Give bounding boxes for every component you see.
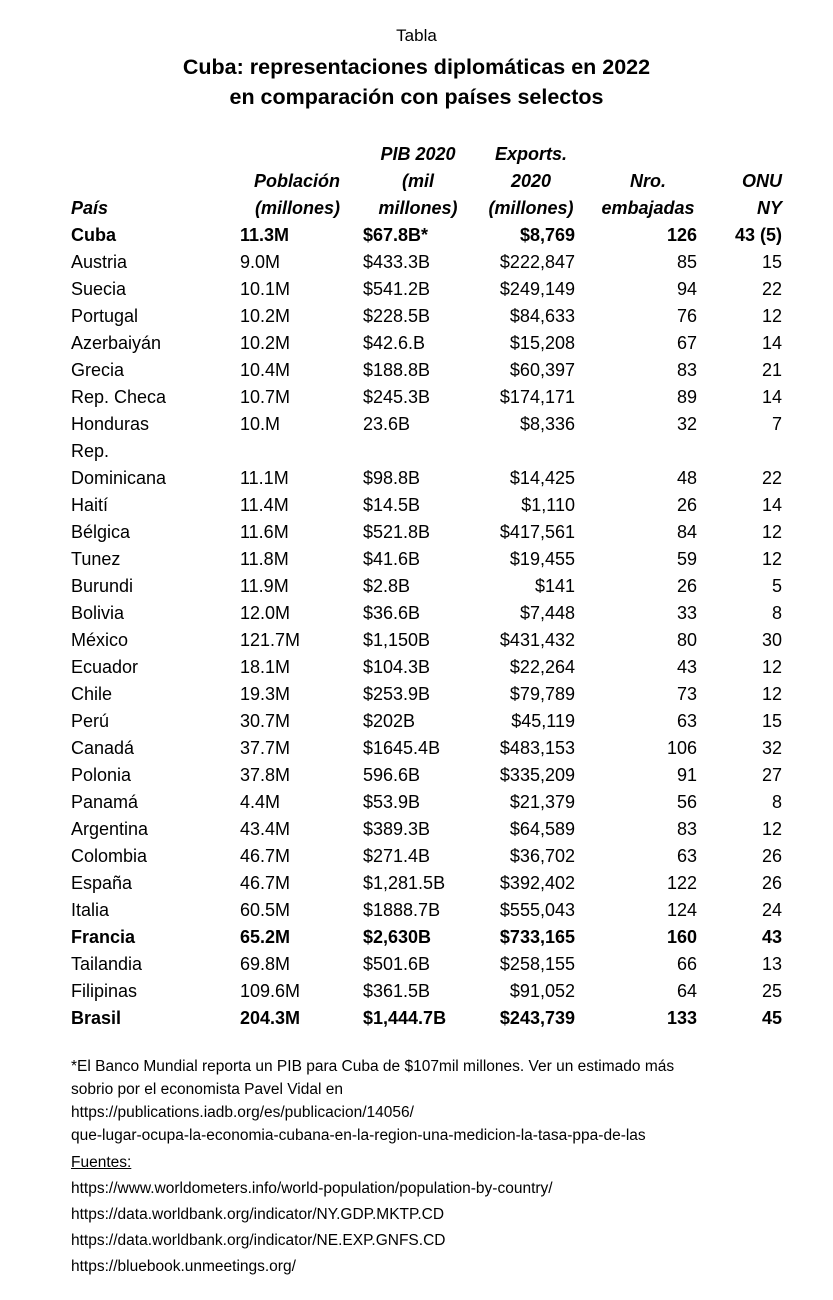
- exports-cell: $392,402: [499, 873, 575, 893]
- country-cell: Azerbaiyán: [71, 333, 162, 353]
- onu-cell: 8: [771, 603, 782, 623]
- table-row: [0, 843, 833, 870]
- gdp-cell: $433.3B: [363, 252, 431, 272]
- footnote-link[interactable]: que-lugar-ocupa-la-economia-cubana-en-la-region-una-medicion-la-tasa-ppa-de-las: [71, 1127, 646, 1144]
- table-row: [0, 357, 833, 384]
- onu-cell: 27: [761, 765, 782, 785]
- table-row: [0, 897, 833, 924]
- gdp-cell: $188.8B: [363, 360, 431, 380]
- population-cell: 11.9M: [240, 576, 289, 596]
- population-cell: 10.2M: [240, 333, 291, 353]
- country-cell: Suecia: [71, 279, 127, 299]
- population-cell: 10.M: [240, 414, 281, 434]
- country-cell: Grecia: [71, 360, 125, 380]
- onu-cell: 14: [761, 333, 782, 353]
- table-row: [0, 600, 833, 627]
- gdp-cell: $228.5B: [363, 306, 431, 326]
- country-cell: Tailandia: [71, 954, 143, 974]
- country-cell: Burundi: [71, 576, 134, 596]
- table-row: [0, 222, 833, 249]
- embassies-cell: 80: [676, 630, 697, 650]
- table-row: [0, 303, 833, 330]
- table-row: [0, 411, 833, 438]
- exports-cell: $222,847: [499, 252, 575, 272]
- table-kicker: Tabla: [396, 26, 437, 45]
- onu-cell: 12: [761, 657, 782, 677]
- source-link[interactable]: https://data.worldbank.org/indicator/NE.EXP.GNFS.CD: [71, 1232, 446, 1249]
- population-cell: 10.7M: [240, 387, 291, 407]
- onu-cell: 24: [761, 900, 782, 920]
- gdp-cell: $1,281.5B: [363, 873, 446, 893]
- onu-cell: 14: [761, 387, 782, 407]
- header-gdp: [370, 141, 466, 222]
- header-embassies-line: embajadas: [601, 198, 695, 218]
- country-cell: Perú: [71, 711, 110, 731]
- header-embassies: [592, 168, 704, 222]
- exports-cell: $258,155: [499, 954, 575, 974]
- footnote-link[interactable]: https://publications.iadb.org/es/publicacion/14056/: [71, 1104, 414, 1121]
- header-gdp-line: (mil: [401, 171, 434, 191]
- header-exports-line: Exports.: [494, 144, 568, 164]
- exports-cell: $417,561: [499, 522, 575, 542]
- table-row: [0, 978, 833, 1005]
- exports-cell: $19,455: [509, 549, 575, 569]
- onu-cell: 15: [761, 252, 782, 272]
- onu-cell: 12: [761, 549, 782, 569]
- table-row: [0, 573, 833, 600]
- exports-cell: $243,739: [499, 1008, 575, 1028]
- source-link[interactable]: https://bluebook.unmeetings.org/: [71, 1258, 296, 1275]
- exports-cell: $60,397: [509, 360, 575, 380]
- onu-cell: 7: [771, 414, 782, 434]
- population-cell: 11.1M: [240, 468, 289, 488]
- country-cell: Italia: [71, 900, 110, 920]
- country-cell: Cuba: [71, 225, 116, 245]
- header-gdp-line: PIB 2020: [380, 144, 456, 164]
- onu-cell: 45: [761, 1008, 782, 1028]
- embassies-cell: 59: [676, 549, 697, 569]
- country-cell: Panamá: [71, 792, 139, 812]
- exports-cell: $8,769: [519, 225, 575, 245]
- onu-cell: 15: [761, 711, 782, 731]
- gdp-cell: $98.8B: [363, 468, 421, 488]
- onu-cell: 13: [761, 954, 782, 974]
- embassies-cell: 26: [676, 495, 697, 515]
- table-row: [0, 330, 833, 357]
- exports-cell: $79,789: [509, 684, 575, 704]
- onu-cell: 30: [761, 630, 782, 650]
- embassies-cell: 106: [666, 738, 697, 758]
- header-onu-line: NY: [756, 198, 782, 218]
- table-row: [0, 708, 833, 735]
- population-cell: 69.8M: [240, 954, 291, 974]
- header-onu-line: ONU: [742, 171, 782, 191]
- country-cell: Tunez: [71, 549, 121, 569]
- embassies-cell: 33: [676, 603, 697, 623]
- gdp-cell: $2,630B: [363, 927, 432, 947]
- population-cell: 4.4M: [240, 792, 281, 812]
- embassies-cell: 48: [676, 468, 697, 488]
- header-population-line: (millones): [254, 198, 340, 218]
- country-cell: Brasil: [71, 1008, 122, 1028]
- exports-cell: $733,165: [499, 927, 575, 947]
- population-cell: 43.4M: [240, 819, 291, 839]
- exports-cell: $174,171: [499, 387, 575, 407]
- exports-cell: $431,432: [499, 630, 575, 650]
- table-row: [0, 249, 833, 276]
- gdp-cell: $521.8B: [363, 522, 431, 542]
- notes-section: [71, 1055, 791, 1278]
- exports-cell: $1,110: [521, 495, 575, 515]
- onu-cell: 22: [761, 279, 782, 299]
- embassies-cell: 76: [676, 306, 697, 326]
- onu-cell: 43: [761, 927, 782, 947]
- exports-cell: $15,208: [509, 333, 575, 353]
- embassies-cell: 43: [676, 657, 697, 677]
- embassies-cell: 91: [676, 765, 697, 785]
- table-row: [0, 951, 833, 978]
- country-cell: Francia: [71, 927, 136, 947]
- gdp-cell: $41.6B: [363, 549, 421, 569]
- population-cell: 9.0M: [240, 252, 281, 272]
- embassies-cell: 63: [676, 711, 697, 731]
- gdp-cell: $253.9B: [363, 684, 431, 704]
- embassies-cell: 85: [676, 252, 697, 272]
- country-cell: Chile: [71, 684, 113, 704]
- country-cell: Argentina: [71, 819, 149, 839]
- onu-cell: 21: [761, 360, 782, 380]
- population-cell: 18.1M: [240, 657, 291, 677]
- onu-cell: 32: [761, 738, 782, 758]
- source-link[interactable]: https://data.worldbank.org/indicator/NY.GDP.MKTP.CD: [71, 1206, 445, 1223]
- table-row: [0, 1005, 833, 1032]
- embassies-cell: 126: [666, 225, 697, 245]
- embassies-cell: 160: [666, 927, 697, 947]
- population-cell: 109.6M: [240, 981, 301, 1001]
- country-cell: Filipinas: [71, 981, 138, 1001]
- onu-cell: 26: [761, 846, 782, 866]
- onu-cell: 5: [771, 576, 782, 596]
- population-cell: 11.4M: [240, 495, 289, 515]
- gdp-cell: $1888.7B: [363, 900, 441, 920]
- gdp-cell: $501.6B: [363, 954, 431, 974]
- country-cell: Colombia: [71, 846, 148, 866]
- table-row: [0, 654, 833, 681]
- embassies-cell: 56: [676, 792, 697, 812]
- onu-cell: 12: [761, 522, 782, 542]
- embassies-cell: 32: [676, 414, 697, 434]
- embassies-cell: 26: [676, 576, 697, 596]
- exports-cell: $21,379: [509, 792, 575, 812]
- population-cell: 30.7M: [240, 711, 291, 731]
- country-cell: Rep. Dominicana: [71, 441, 167, 488]
- population-cell: 12.0M: [240, 603, 291, 623]
- exports-cell: $555,043: [499, 900, 575, 920]
- gdp-cell: $53.9B: [363, 792, 421, 812]
- gdp-cell: $541.2B: [363, 279, 431, 299]
- header-exports-line: 2020: [510, 171, 552, 191]
- gdp-cell: $389.3B: [363, 819, 431, 839]
- embassies-cell: 133: [666, 1008, 697, 1028]
- table-row: [0, 681, 833, 708]
- onu-cell: 14: [761, 495, 782, 515]
- population-cell: 121.7M: [240, 630, 301, 650]
- country-cell: Bolivia: [71, 603, 125, 623]
- country-cell: México: [71, 630, 129, 650]
- exports-cell: $45,119: [511, 711, 575, 731]
- gdp-cell: $202B: [363, 711, 416, 731]
- onu-cell: 26: [761, 873, 782, 893]
- table-row: [0, 627, 833, 654]
- exports-cell: $249,149: [499, 279, 575, 299]
- gdp-cell: $14.5B: [363, 495, 421, 515]
- country-cell: Haití: [71, 495, 109, 515]
- embassies-cell: 73: [676, 684, 697, 704]
- exports-cell: $141: [534, 576, 575, 596]
- population-cell: 65.2M: [240, 927, 291, 947]
- country-cell: Canadá: [71, 738, 135, 758]
- table-row: [0, 438, 833, 492]
- data-table: [0, 222, 833, 1032]
- population-cell: 10.1M: [240, 279, 291, 299]
- header-population-line: Población: [253, 171, 340, 191]
- gdp-cell: $271.4B: [363, 846, 431, 866]
- population-cell: 60.5M: [240, 900, 291, 920]
- table-row: [0, 816, 833, 843]
- table-row: [0, 924, 833, 951]
- embassies-cell: 63: [676, 846, 697, 866]
- country-cell: Austria: [71, 252, 128, 272]
- country-cell: Polonia: [71, 765, 132, 785]
- gdp-cell: 23.6B: [363, 414, 411, 434]
- footnote-line: *El Banco Mundial reporta un PIB para Cuba de $107mil millones. Ver un estimado más: [71, 1058, 675, 1075]
- onu-cell: 22: [761, 468, 782, 488]
- title-line-2: en comparación con países selectos: [229, 85, 604, 109]
- gdp-cell: $1,444.7B: [363, 1008, 447, 1028]
- embassies-cell: 124: [666, 900, 697, 920]
- table-row: [0, 546, 833, 573]
- population-cell: 204.3M: [240, 1008, 301, 1028]
- header-country: País: [71, 198, 109, 218]
- embassies-cell: 66: [676, 954, 697, 974]
- exports-cell: $36,702: [509, 846, 575, 866]
- exports-cell: $483,153: [499, 738, 575, 758]
- header-exports: [481, 141, 581, 222]
- header-population: [240, 168, 340, 222]
- gdp-cell: $245.3B: [363, 387, 431, 407]
- country-cell: Bélgica: [71, 522, 131, 542]
- table-row: [0, 519, 833, 546]
- exports-cell: $335,209: [499, 765, 575, 785]
- onu-cell: 25: [761, 981, 782, 1001]
- embassies-cell: 89: [676, 387, 697, 407]
- onu-cell: 12: [761, 819, 782, 839]
- population-cell: 46.7M: [240, 873, 291, 893]
- embassies-cell: 94: [676, 279, 697, 299]
- gdp-cell: $67.8B*: [363, 225, 429, 245]
- table-row: [0, 870, 833, 897]
- population-cell: 46.7M: [240, 846, 291, 866]
- table-row: [0, 789, 833, 816]
- exports-cell: $7,448: [519, 603, 575, 623]
- sources-heading: Fuentes:: [71, 1154, 132, 1171]
- table-row: [0, 735, 833, 762]
- header-embassies-line: Nro.: [630, 171, 666, 191]
- population-cell: 37.8M: [240, 765, 291, 785]
- exports-cell: $84,633: [509, 306, 575, 326]
- exports-cell: $91,052: [509, 981, 575, 1001]
- onu-cell: 12: [761, 306, 782, 326]
- country-cell: Honduras: [71, 414, 150, 434]
- gdp-cell: $36.6B: [363, 603, 421, 623]
- table-row: [0, 492, 833, 519]
- gdp-cell: $1645.4B: [363, 738, 441, 758]
- exports-cell: $64,589: [509, 819, 575, 839]
- population-cell: 11.3M: [240, 225, 290, 245]
- embassies-cell: 83: [676, 360, 697, 380]
- population-cell: 19.3M: [240, 684, 291, 704]
- source-link[interactable]: https://www.worldometers.info/world-population/population-by-country/: [71, 1180, 553, 1197]
- table-row: [0, 762, 833, 789]
- footnote-line: sobrio por el economista Pavel Vidal en: [71, 1081, 343, 1098]
- onu-cell: 43 (5): [734, 225, 782, 245]
- header-exports-line: (millones): [488, 198, 574, 218]
- embassies-cell: 64: [676, 981, 697, 1001]
- onu-cell: 8: [771, 792, 782, 812]
- header-onu: [720, 168, 782, 222]
- population-cell: 37.7M: [240, 738, 291, 758]
- title-line-1: Cuba: representaciones diplomáticas en 2022: [182, 55, 651, 79]
- embassies-cell: 67: [676, 333, 697, 353]
- embassies-cell: 122: [666, 873, 697, 893]
- embassies-cell: 83: [676, 819, 697, 839]
- exports-cell: $8,336: [519, 414, 575, 434]
- table-row: [0, 384, 833, 411]
- gdp-cell: 596.6B: [363, 765, 421, 785]
- onu-cell: 12: [761, 684, 782, 704]
- gdp-cell: $361.5B: [363, 981, 431, 1001]
- header-gdp-line: millones): [378, 198, 458, 218]
- gdp-cell: $42.6.B: [363, 333, 426, 353]
- population-cell: 10.2M: [240, 306, 291, 326]
- gdp-cell: $1,150B: [363, 630, 431, 650]
- country-cell: España: [71, 873, 133, 893]
- population-cell: 11.6M: [240, 522, 289, 542]
- embassies-cell: 84: [676, 522, 697, 542]
- gdp-cell: $104.3B: [363, 657, 431, 677]
- gdp-cell: $2.8B: [363, 576, 411, 596]
- country-cell: Portugal: [71, 306, 139, 326]
- country-cell: Rep. Checa: [71, 387, 167, 407]
- table-row: [0, 276, 833, 303]
- population-cell: 10.4M: [240, 360, 291, 380]
- exports-cell: $14,425: [509, 468, 575, 488]
- country-cell: Ecuador: [71, 657, 139, 677]
- population-cell: 11.8M: [240, 549, 289, 569]
- table-title: [0, 52, 833, 112]
- exports-cell: $22,264: [509, 657, 575, 677]
